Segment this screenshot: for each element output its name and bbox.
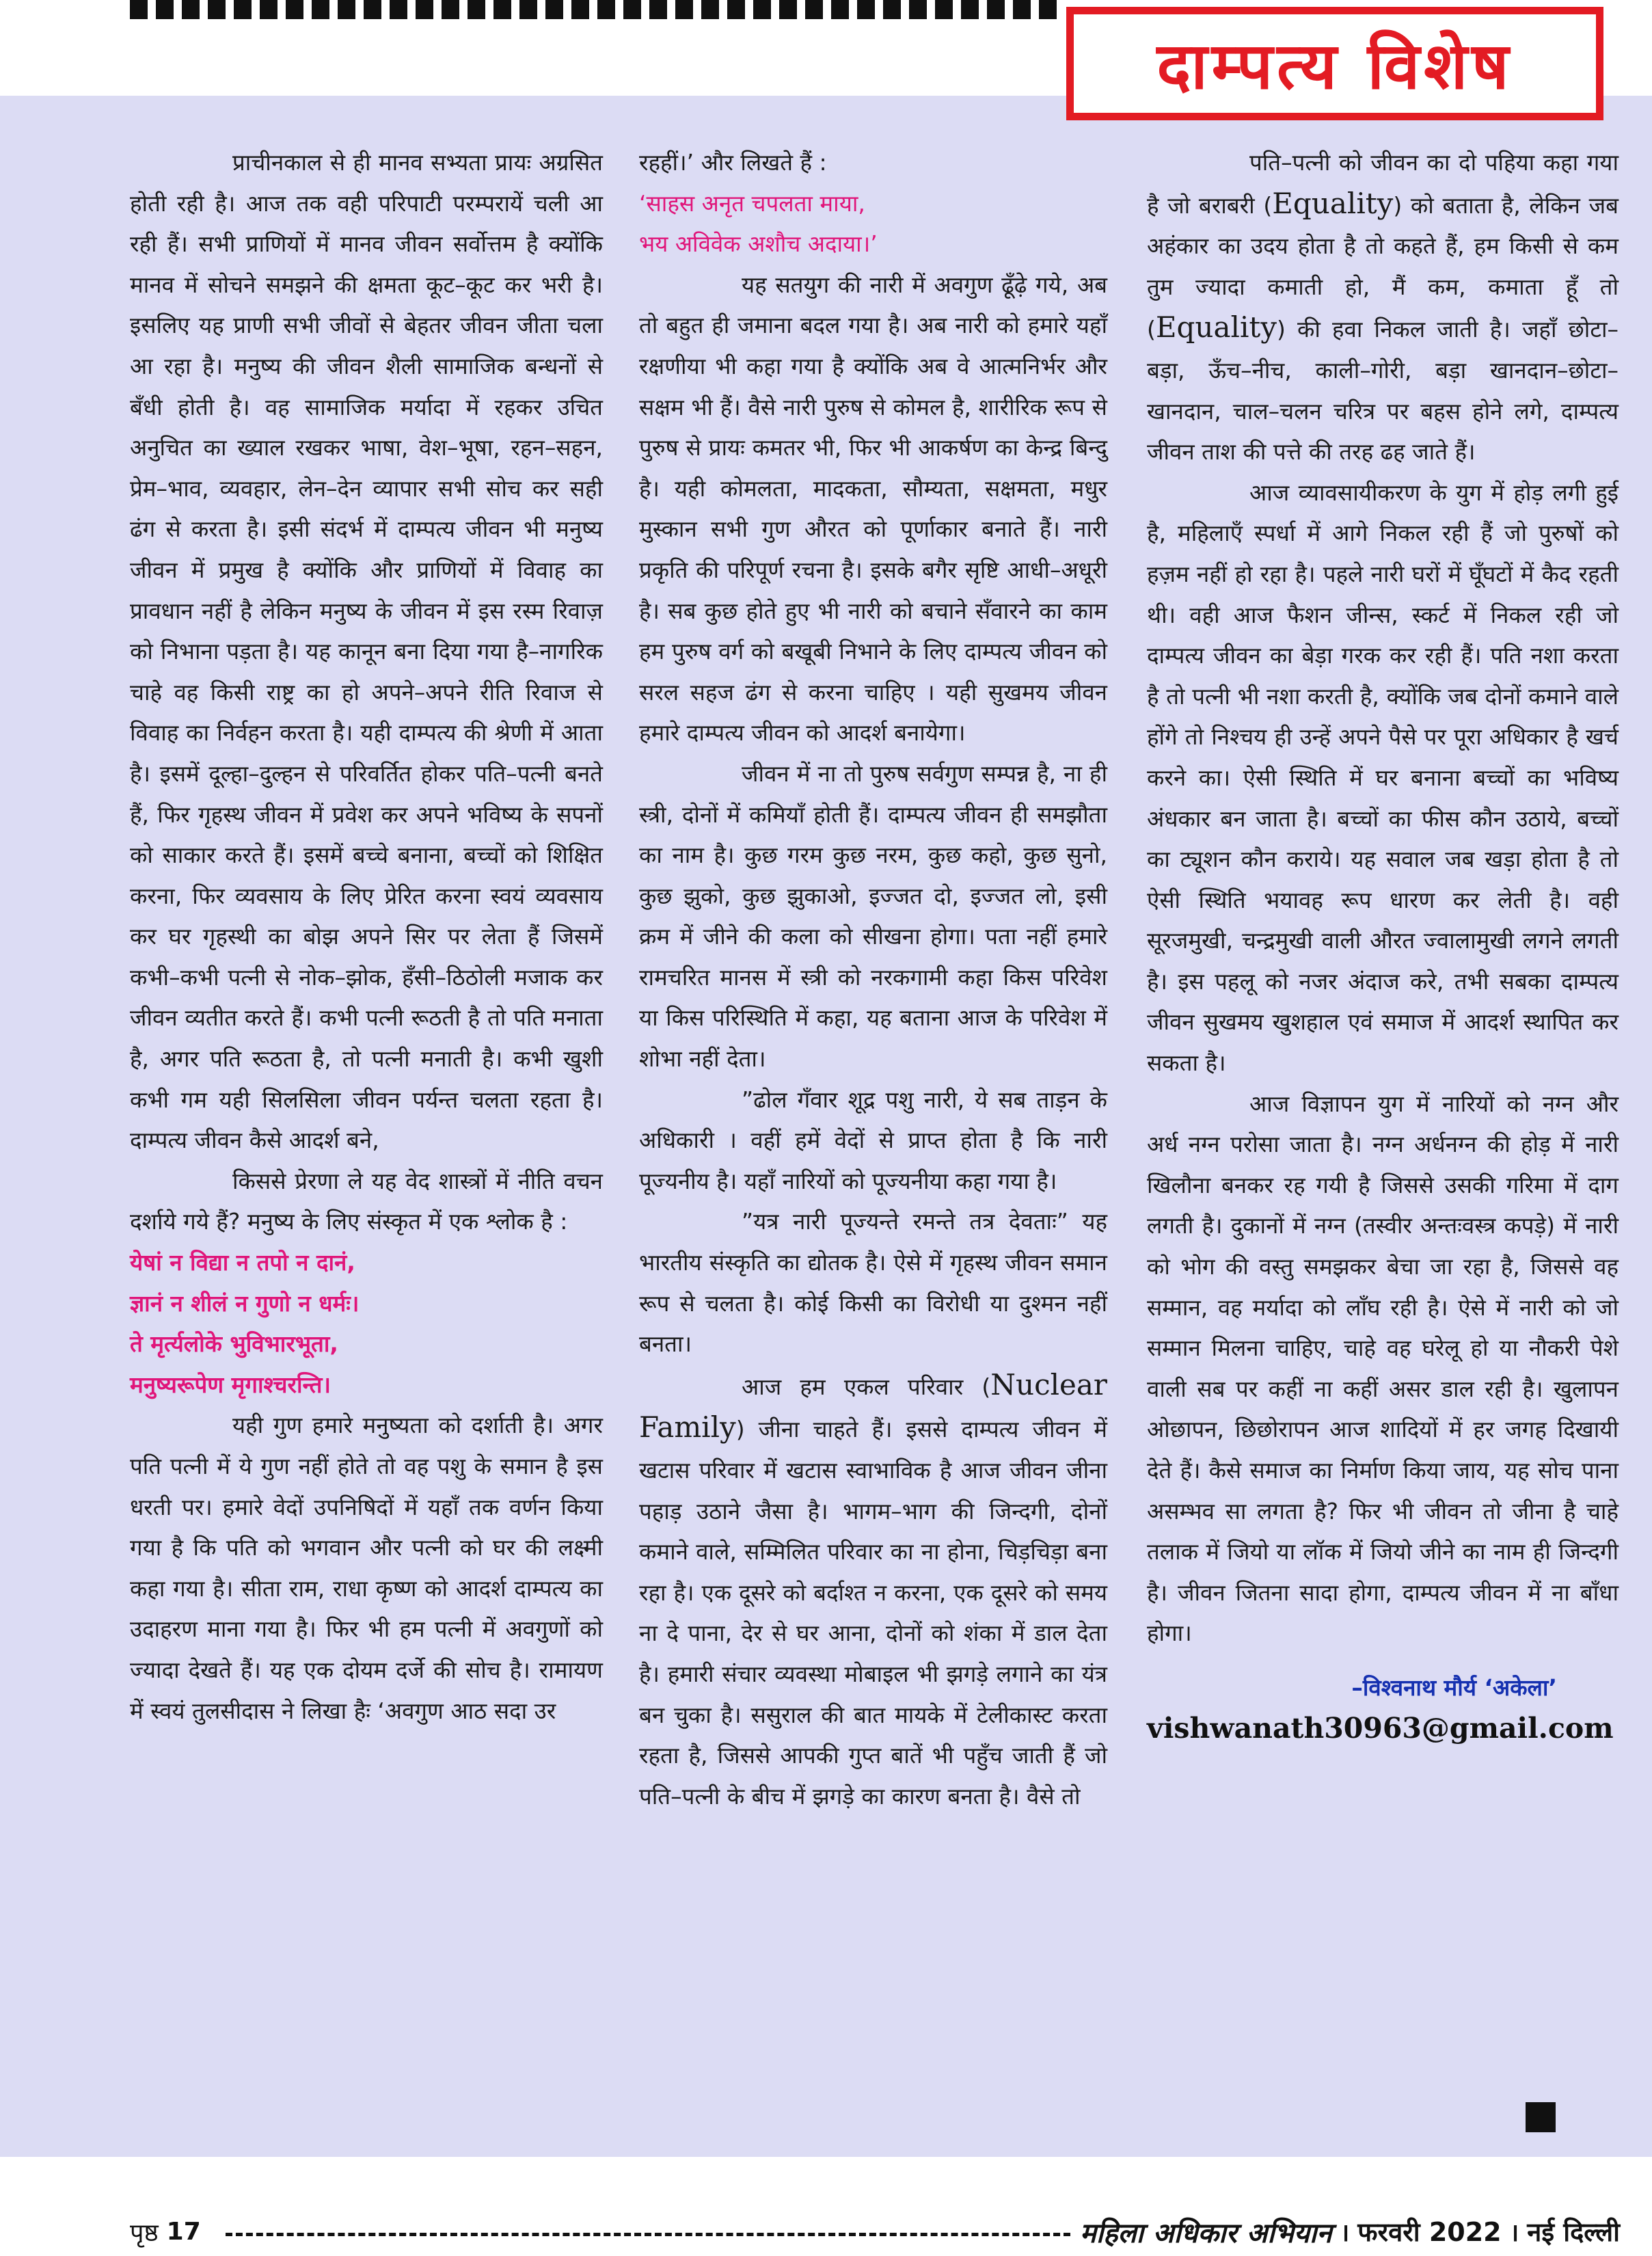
footer-separator: । — [1509, 2218, 1519, 2247]
paragraph: आज विज्ञापन युग में नारियों को नग्न और अर्ध नग्न परोसा जाता है। नग्न अर्धनग्न की होड़ में नारी खिलौना बनकर रह गयी है जिससे उसकी गरिमा में दाग लगती है। दुकानों में नग्न (तस्वीर अन्तःवस्त्र कपड़े) में नारी को भोग की वस्तु समझकर बेचा जा रहा है, जिससे वह सम्मान, वह मर्यादा को लाँघ रही है। ऐसे में नारी को जो सम्मान मिलना चाहिए, चाहे वह घरेलू हो या नौकरी पेशे वाली सब पर कहीं ना कहीं असर डाल रही है। खुलापन ओछापन, छिछोरापन आज शादियों में हर जगह दिखायी देते हैं। कैसे समाज का निर्माण किया जाय, यह सोच पाना असम्भव सा लगता है? फिर भी जीवन तो जीना है चाहे तलाक में जियो या लॉक में जियो जीने का नाम ही जिन्दगी है। जीवन जितना सादा होगा, दाम्पत्य जीवन में ना बाँधा होगा। — [1147, 1090, 1619, 1647]
paragraph: जीवन में ना तो पुरुष सर्वगुण सम्पन्न है, ना ही स्त्री, दोनों में कमियाँ होती हैं। दाम्पत्य जीवन ही समझौता का नाम है। कुछ गरम कुछ नरम, कुछ कहो, कुछ सुनो, कुछ झुको, कुछ झुकाओ, इज्जत दो, इज्जत लो, इसी क्रम में जीने की कला को सीखना होगा। पता नहीं हमारे रामचरित मानस में स्त्री को नरकगामी कहा किस परिवेश या किस परिस्थिति में कहा, यह बताना आज के परिवेश में शोभा नहीं देता। — [639, 760, 1107, 1073]
shloka-line: ते मृर्त्यलोके भुविभारभूता, — [130, 1330, 338, 1358]
text-run: ) की हवा निकल जाती है। जहाँ छोटा–बड़ा, ऊँच–नीच, काली–गोरी, बड़ा खानदान–छोटा–खानदान, चाल–चलन चरित्र पर बहस होने लगे, दाम्पत्य जीवन ताश की पत्ते की तरह ढह जाते हैं। — [1147, 316, 1619, 466]
paragraph: यह सतयुग की नारी में अवगुण ढूँढ़े गये, अब तो बहुत ही जमाना बदल गया है। अब नारी को हमारे यहाँ रक्षणीया भी कहा गया है क्योंकि अब वे आत्मनिर्भर और सक्षम भी हैं। वैसे नारी पुरुष से कोमल है, शारीरिक रूप से पुरुष से प्रायः कमतर भी, फिर भी आकर्षण का केन्द्र बिन्दु है। यही कोमलता, मादकता, सौम्यता, सक्षमता, मधुर मुस्कान सभी गुण औरत को पूर्णाकार बनाते हैं। नारी प्रकृति की परिपूर्ण रचना है। इसके बगैर सृष्टि आधी–अधूरी है। सब कुछ होते हुए भी नारी को बचाने सँवारने का काम हम पुरुष वर्ग को बखूबी निभाने के लिए दाम्पत्य जीवन को सरल सहज ढंग से करना चाहिए । यही सुखमय जीवन हमारे दाम्पत्य जीवन को आदर्श बनायेगा। — [639, 271, 1107, 747]
checkered-rule — [130, 0, 1059, 19]
shloka-line: ज्ञानं न शीलं न गुणो न धर्मः। — [130, 1289, 360, 1317]
article-column-3 — [1147, 142, 1619, 1749]
footer-dash-rule — [226, 2233, 1070, 2236]
english-term: Nuclear Family — [639, 1367, 1107, 1445]
page-label: पृष्ठ — [130, 2218, 159, 2247]
end-of-article-mark — [1526, 2102, 1556, 2132]
paragraph: यही गुण हमारे मनुष्यता को दर्शाती है। अगर पति पत्नी में ये गुण नहीं होते तो वह पशु के समान है इस धरती पर। हमारे वेदों उपनिषिदों में यहाँ तक वर्णन किया गया है कि पति को भगवान और पत्नी को घर की लक्ष्मी कहा गया है। सीता राम, राधा कृष्ण को आदर्श दाम्पत्य का उदाहरण माना गया है। फिर भी हम पत्नी में अवगुणों को ज्यादा देखते हैं। यह एक दोयम दर्जे की सोच है। रामायण में स्वयं तुलसीदास ने लिखा हैः ‘अवगुण आठ सदा उर — [130, 1412, 603, 1724]
paragraph: किससे प्रेरणा ले यह वेद शास्त्रों में नीति वचन दर्शाये गये हैं? मनुष्य के लिए संस्कृत में एक श्लोक है : — [130, 1167, 603, 1235]
paragraph: प्राचीनकाल से ही मानव सभ्यता प्रायः अग्रसित होती रही है। आज तक वही परिपाटी परम्परायें चली आ रही हैं। सभी प्राणियों में मानव जीवन सर्वोत्तम है क्योंकि मानव में सोचने समझने की क्षमता कूट–कूट कर भरी है। इसलिए यह प्राणी सभी जीवों से बेहतर जीवन जीता चला आ रहा है। मनुष्य की जीवन शैली सामाजिक बन्धनों से बँधी होती है। वह सामाजिक मर्यादा में रहकर उचित अनुचित का ख्याल रखकर भाषा, वेश–भूषा, रहन–सहन, प्रेम–भाव, व्यवहार, लेन–देन व्यापार सभी सोच कर सही ढंग से करता है। इसी संदर्भ में दाम्पत्य जीवन भी मनुष्य जीवन में प्रमुख है क्योंकि और प्राणियों में विवाह का प्रावधान नहीं है लेकिन मनुष्य के जीवन में इस रस्म रिवाज़ को निभाना पड़ता है। यह कानून बना दिया गया है–नागरिक चाहे वह किसी राष्ट्र का हो अपने–अपने रीति रिवाज से विवाह का निर्वहन करता है। यही दाम्पत्य की श्रेणी में आता है। इसमें दूल्हा–दुल्हन से परिवर्तित होकर पति–पत्नी बनते हैं, फिर गृहस्थ जीवन में प्रवेश कर अपने भविष्य के सपनों को साकार करते हैं। इसमें बच्चे बनाना, बच्चों को शिक्षित करना, फिर व्यवसाय के लिए प्रेरित करना स्वयं व्यवसाय कर घर गृहस्थी का बोझ अपने सिर पर लेता हैं जिसमें कभी–कभी पत्नी से नोक–झोक, हँसी–ठिठोली मजाक कर जीवन व्यतीत करते हैं। कभी पत्नी रूठती है तो पति मनाता है, अगर पति रूठता है, तो पत्नी मनाती है। कभी खुशी कभी गम यही सिलसिला जीवन पर्यन्त चलता रहता है। दाम्पत्य जीवन कैसे आदर्श बने, — [130, 149, 603, 1154]
quote-line: ‘साहस अनृत चपलता माया, — [639, 189, 865, 217]
text-run: पति–पत्नी को जीवन का दो पहिया कहा गया है जो बराबरी ( — [1147, 149, 1619, 219]
paragraph: रहहीं।’ और लिखते हैं : — [639, 149, 827, 176]
english-term: Equality — [1155, 310, 1277, 345]
author-name: –विश्वनाथ मौर्य ‘अकेला’ — [1351, 1674, 1557, 1701]
paragraph: आज व्यावसायीकरण के युग में होड़ लगी हुई है, महिलाएँ स्पर्धा में आगे निकल रही हैं जो पुरुषों को हज़म नहीं हो रहा है। पहले नारी घरों में घूँघटों में कैद रहती थी। वही आज फैशन जीन्स, स्कर्ट में निकल रही जो दाम्पत्य जीवन का बेड़ा गरक कर रही हैं। पति नशा करता है तो पत्नी भी नशा करती है, क्योंकि जब दोनों कमाने वाले होंगे तो निश्चय ही उन्हें अपने पैसे पर पूरा अधिकार है खर्च करने का। ऐसी स्थिति में घर बनाना बच्चों का भविष्य अंधकार बन जाता है। बच्चों का फीस कौन उठाये, बच्चों का ट्यूशन कौन कराये। यह सवाल जब खड़ा होता है तो ऐसी स्थिति भयावह रूप धारण कर लेती है। वही सूरजमुखी, चन्द्रमुखी वाली औरत ज्वालामुखी लगने लगती है। इस पहलू को नजर अंदाज करे, तभी सबका दाम्पत्य जीवन सुखमय खुशहाल एवं समाज में आदर्श स्थापित कर सकता है। — [1147, 479, 1619, 1077]
article-column-1 — [130, 142, 603, 1731]
paragraph: ”यत्र नारी पूज्यन्ते रमन्ते तत्र देवताः” यह भारतीय संस्कृति का द्योतक है। ऐसे में गृहस्थ जीवन समान रूप से चलता है। कोई किसी का विरोधी या दुश्मन नहीं बनता। — [639, 1208, 1107, 1358]
page-footer — [130, 2212, 1620, 2251]
english-term: Equality — [1272, 186, 1394, 220]
article-column-2 — [639, 142, 1107, 1816]
shloka-line: मनुष्यरूपेण मृगाश्चरन्ति। — [130, 1371, 331, 1398]
city-name: नई दिल्ली — [1527, 2217, 1620, 2247]
magazine-name: महिला अधिकार अभियान — [1079, 2217, 1332, 2249]
author-email: vishwanath30963@gmail.com — [1147, 1711, 1614, 1745]
text-run: ) को बताता है, लेकिन जब अहंकार का उदय होता है तो कहते हैं, हम किसी से कम तुम ज्यादा कमाती हो, मैं कम, कमाता हूँ तो ( — [1147, 191, 1619, 343]
quote-line: भय अविवेक अशौच अदाया।’ — [639, 230, 878, 258]
shloka-line: येषां न विद्या न तपो न दानं, — [130, 1249, 355, 1276]
section-banner — [1066, 7, 1603, 120]
issue-date: फरवरी 2022 — [1357, 2217, 1502, 2247]
paragraph — [1147, 142, 1619, 472]
paragraph: ”ढोल गँवार शूद्र पशु नारी, ये सब ताड़न के अधिकारी । वहीं हमें वेदों से प्राप्त होता है कि नारी पूज्यनीय है। यहाँ नारियों को पूज्यनीया कहा गया है। — [639, 1086, 1107, 1194]
text-run: ) जीना चाहते हैं। इससे दाम्पत्य जीवन में खटास परिवार में खटास स्वाभाविक है आज जीवन जीना पहाड़ उठाने जैसा है। भागम–भाग की जिन्दगी, दोनों कमाने वाले, सम्मिलित परिवार का ना होना, चिड़चिड़ा बना रहा है। एक दूसरे को बर्दाश्त न करना, एक दूसरे को समय ना दे पाना, देर से घर आना, दोनों को शंका में डाल देता है। हमारी संचार व्यवस्था मोबाइल भी झगड़े लगाने का यंत्र बन चुका है। ससुराल की बात मायके में टेलीकास्ट करता रहता है, जिससे आपकी गुप्त बातें भी पहुँच जाती हैं जो पति–पत्नी के बीच में झगड़े का कारण बनता है। वैसे तो — [639, 1416, 1107, 1810]
paragraph — [639, 1365, 1107, 1817]
text-run: आज हम एकल परिवार ( — [742, 1373, 991, 1400]
footer-separator: । — [1340, 2218, 1350, 2247]
section-title: दाम्पत्य विशेष — [1156, 29, 1513, 104]
page-number: 17 — [166, 2217, 201, 2246]
